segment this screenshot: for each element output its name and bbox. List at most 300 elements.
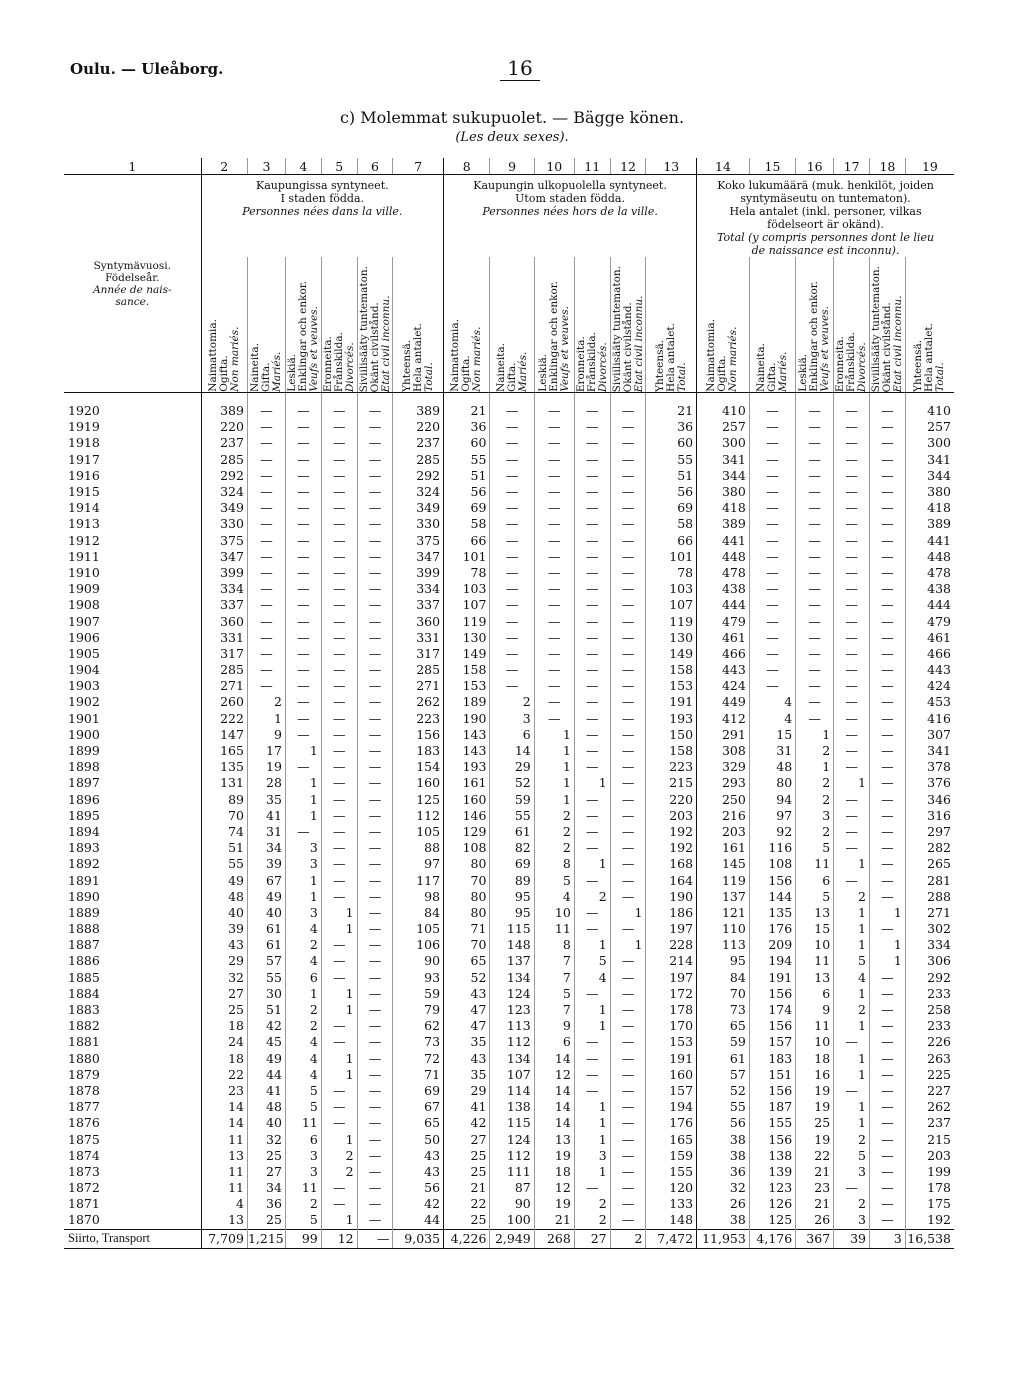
- row-year: 1913: [64, 516, 201, 532]
- table-cell: —: [610, 1067, 646, 1083]
- table-cell: 292: [927, 969, 951, 985]
- column-header-line: Hela antalet.: [923, 323, 936, 392]
- table-cell: 22: [796, 1148, 834, 1164]
- table-cell: —: [321, 403, 357, 419]
- table-cell: 194: [646, 1099, 697, 1115]
- table-cell: 125: [749, 1212, 795, 1229]
- table-cell: —: [490, 581, 534, 597]
- table-cell: —: [247, 565, 285, 581]
- table-cell: 143: [444, 727, 490, 743]
- table-cell: —: [285, 711, 321, 727]
- table-cell: —: [574, 516, 610, 532]
- table-cell: 223: [646, 759, 697, 775]
- table-cell: 5: [285, 1083, 321, 1099]
- table-cell: 466: [927, 645, 951, 661]
- table-cell: —: [574, 549, 610, 565]
- row-year: 1888: [64, 921, 201, 937]
- row-year: 1883: [64, 1002, 201, 1018]
- table-cell: 1: [247, 711, 285, 727]
- table-cell: 10: [796, 937, 834, 953]
- table-cell: —: [321, 727, 357, 743]
- table-cell: 18: [201, 1018, 247, 1034]
- table-cell: 3: [285, 856, 321, 872]
- table-cell: 18: [534, 1164, 574, 1180]
- column-header-line: Enklingar och enkor.: [296, 281, 309, 392]
- table-cell: 19: [796, 1131, 834, 1147]
- table-cell: —: [534, 452, 574, 468]
- table-cell: 35: [247, 792, 285, 808]
- group-city-fi: Kaupungissa syntyneet.: [256, 179, 389, 192]
- table-cell: —: [610, 613, 646, 629]
- table-cell: 72: [393, 1051, 444, 1067]
- table-row: [64, 646, 954, 662]
- table-cell: 337: [201, 597, 247, 613]
- table-cell: 51: [444, 468, 490, 484]
- table-cell: 24: [201, 1034, 247, 1050]
- table-cell: 316: [927, 807, 951, 823]
- table-cell: 38: [697, 1131, 750, 1147]
- table-cell: 197: [646, 970, 697, 986]
- table-cell: 307: [927, 726, 951, 742]
- table-cell: 124: [490, 1131, 534, 1147]
- table-cell: 117: [393, 872, 444, 888]
- table-cell: 1: [834, 986, 870, 1002]
- table-cell: —: [321, 613, 357, 629]
- table-cell: —: [285, 468, 321, 484]
- table-cell: —: [490, 630, 534, 646]
- table-cell: 389: [697, 516, 750, 532]
- table-cell: 60: [444, 435, 490, 451]
- table-cell: 331: [393, 630, 444, 646]
- table-cell: —: [574, 565, 610, 581]
- table-cell: —: [834, 452, 870, 468]
- table-row: [64, 856, 954, 872]
- table-cell: —: [796, 484, 834, 500]
- table-cell: —: [796, 711, 834, 727]
- group-total-sv-2: födelseort är okänd).: [767, 218, 884, 231]
- table-cell: 13: [796, 970, 834, 986]
- spacer-cell: [574, 393, 610, 404]
- table-cell: —: [796, 468, 834, 484]
- table-cell: —: [534, 484, 574, 500]
- row-year: 1910: [64, 565, 201, 581]
- table-cell: —: [321, 452, 357, 468]
- table-cell: —: [610, 468, 646, 484]
- table-cell: —: [357, 856, 393, 872]
- table-cell: —: [534, 581, 574, 597]
- spacer-cell: [201, 393, 247, 404]
- table-cell: 223: [393, 711, 444, 727]
- table-row: [64, 808, 954, 824]
- group-total-fi-2: syntymäseutu on tuntematon).: [740, 192, 911, 205]
- table-cell: —: [796, 435, 834, 451]
- table-cell: 168: [646, 856, 697, 872]
- table-cell: —: [357, 1148, 393, 1164]
- table-cell: —: [574, 872, 610, 888]
- table-cell: 149: [646, 646, 697, 662]
- table-cell: 265: [927, 856, 951, 872]
- table-cell: 131: [201, 775, 247, 791]
- table-cell: 178: [646, 1002, 697, 1018]
- table-cell: —: [834, 435, 870, 451]
- table-cell: 293: [697, 775, 750, 791]
- table-row: [64, 1164, 954, 1180]
- column-header-line: Mariés.: [777, 351, 789, 392]
- row-year: 1887: [64, 937, 201, 953]
- table-row: [64, 1018, 954, 1034]
- column-header: [393, 257, 444, 393]
- table-cell: —: [357, 549, 393, 565]
- table-cell: 55: [490, 808, 534, 824]
- table-cell: 2: [834, 1196, 870, 1212]
- table-cell: 38: [697, 1212, 750, 1229]
- column-header-line: Ogifta.: [716, 355, 729, 392]
- table-cell: —: [285, 646, 321, 662]
- table-cell: —: [834, 613, 870, 629]
- table-cell: 101: [646, 549, 697, 565]
- table-cell: 225: [927, 1066, 951, 1082]
- table-cell: 90: [393, 953, 444, 969]
- table-cell: 19: [534, 1196, 574, 1212]
- table-cell: 32: [247, 1131, 285, 1147]
- table-cell: 324: [393, 484, 444, 500]
- row-year: 1915: [64, 484, 201, 500]
- table-cell: 6: [490, 727, 534, 743]
- table-cell: 156: [749, 1131, 795, 1147]
- table-cell: 190: [646, 889, 697, 905]
- table-cell: 203: [646, 808, 697, 824]
- table-cell: 19: [796, 1083, 834, 1099]
- table-cell: 49: [201, 872, 247, 888]
- table-cell: 93: [393, 970, 444, 986]
- row-year: 1872: [64, 1180, 201, 1196]
- table-cell: —: [870, 759, 906, 775]
- table-row: [64, 775, 954, 791]
- table-cell: —: [534, 419, 574, 435]
- table-cell: —: [796, 662, 834, 678]
- table-cell: 121: [697, 905, 750, 921]
- table-cell: —: [285, 678, 321, 694]
- table-cell: 222: [201, 711, 247, 727]
- table-cell: —: [749, 565, 795, 581]
- spacer-cell: [444, 393, 490, 404]
- table-cell: 2: [321, 1148, 357, 1164]
- table-cell: —: [247, 662, 285, 678]
- table-cell: 1: [834, 1115, 870, 1131]
- table-cell: 38: [697, 1148, 750, 1164]
- table-cell: —: [574, 1067, 610, 1083]
- table-cell: —: [285, 694, 321, 710]
- table-cell: 6: [534, 1034, 574, 1050]
- table-cell: 103: [646, 581, 697, 597]
- table-cell: 134: [490, 1051, 534, 1067]
- table-cell: 43: [393, 1164, 444, 1180]
- row-year: 1902: [64, 694, 201, 710]
- column-header-line: Siviilisääty tuntematon.: [357, 265, 370, 392]
- table-cell: 334: [201, 581, 247, 597]
- column-header: [905, 257, 954, 393]
- table-cell: 119: [646, 613, 697, 629]
- table-cell: 330: [393, 516, 444, 532]
- table-cell: 271: [927, 904, 951, 920]
- column-header-line: Total.: [422, 362, 435, 392]
- table-cell: —: [870, 1018, 906, 1034]
- table-cell: —: [285, 452, 321, 468]
- table-cell: —: [490, 565, 534, 581]
- table-cell: 12: [534, 1067, 574, 1083]
- table-cell: —: [870, 1067, 906, 1083]
- table-cell: —: [321, 792, 357, 808]
- column-header-text: [496, 339, 529, 392]
- table-cell: —: [247, 435, 285, 451]
- column-header-line: Etat civil inconnu.: [891, 295, 904, 392]
- spacer-cell: [646, 393, 697, 404]
- table-cell: 214: [646, 953, 697, 969]
- row-year: 1907: [64, 613, 201, 629]
- table-row: [64, 516, 954, 532]
- table-cell: 334: [393, 581, 444, 597]
- table-cell: —: [285, 597, 321, 613]
- table-cell: —: [534, 630, 574, 646]
- table-cell: —: [357, 419, 393, 435]
- table-cell: —: [870, 986, 906, 1002]
- table-cell: 41: [444, 1099, 490, 1115]
- table-cell: —: [574, 840, 610, 856]
- column-header-text: [756, 339, 789, 392]
- table-cell: —: [834, 468, 870, 484]
- table-cell: —: [357, 694, 393, 710]
- table-cell: 11: [201, 1131, 247, 1147]
- table-cell: —: [321, 630, 357, 646]
- spacer-cell: [796, 393, 834, 404]
- table-cell: 25: [247, 1148, 285, 1164]
- spacer-cell: [697, 393, 750, 404]
- table-cell: —: [574, 759, 610, 775]
- table-cell: 119: [444, 613, 490, 629]
- table-row: [64, 549, 954, 565]
- table-cell: 160: [646, 1067, 697, 1083]
- column-header-line: Eronneita.: [321, 336, 334, 392]
- table-cell: —: [870, 565, 906, 581]
- table-cell: 156: [749, 986, 795, 1002]
- table-cell: 1: [321, 1067, 357, 1083]
- table-cell: 27: [201, 986, 247, 1002]
- table-cell: 192: [927, 1212, 951, 1228]
- row-year: 1898: [64, 759, 201, 775]
- table-cell: 330: [201, 516, 247, 532]
- table-row: [64, 727, 954, 743]
- table-cell: —: [357, 533, 393, 549]
- table-cell: —: [574, 646, 610, 662]
- table-cell: 15: [749, 727, 795, 743]
- table-cell: 8: [534, 937, 574, 953]
- table-cell: —: [796, 597, 834, 613]
- table-cell: —: [870, 1180, 906, 1196]
- spacer-cell: [357, 393, 393, 404]
- table-cell: 51: [247, 1002, 285, 1018]
- table-cell: 2: [321, 1164, 357, 1180]
- table-cell: 1: [574, 1164, 610, 1180]
- table-cell: —: [834, 549, 870, 565]
- row-label-header-fi: Syntymävuosi.: [93, 259, 171, 272]
- table-cell: 42: [393, 1196, 444, 1212]
- table-cell: 7: [534, 1002, 574, 1018]
- table-cell: 165: [201, 743, 247, 759]
- table-cell: 6: [796, 872, 834, 888]
- row-year: 1901: [64, 711, 201, 727]
- spacer-cell: [534, 393, 574, 404]
- spacer-cell: [834, 393, 870, 404]
- table-cell: 36: [444, 419, 490, 435]
- table-cell: 170: [646, 1018, 697, 1034]
- table-row: [64, 597, 954, 613]
- table-cell: 5: [534, 872, 574, 888]
- table-cell: —: [749, 549, 795, 565]
- table-cell: —: [321, 662, 357, 678]
- table-cell: 14: [490, 743, 534, 759]
- table-cell: 227: [927, 1082, 951, 1098]
- table-cell: 438: [697, 581, 750, 597]
- table-cell: —: [357, 759, 393, 775]
- table-cell: 90: [490, 1196, 534, 1212]
- table-cell: —: [574, 419, 610, 435]
- table-cell: 116: [749, 840, 795, 856]
- column-number: 15: [749, 158, 795, 175]
- table-cell: 123: [749, 1180, 795, 1196]
- table-cell: —: [749, 533, 795, 549]
- table-cell: 97: [749, 808, 795, 824]
- table-cell: 203: [697, 824, 750, 840]
- table-cell: 11: [285, 1180, 321, 1196]
- table-cell: 360: [201, 613, 247, 629]
- table-cell: 183: [749, 1051, 795, 1067]
- table-row: [64, 419, 954, 435]
- table-cell: —: [610, 1148, 646, 1164]
- table-cell: 399: [393, 565, 444, 581]
- table-cell: 157: [646, 1083, 697, 1099]
- table-cell: 443: [697, 662, 750, 678]
- table-cell: 3: [285, 840, 321, 856]
- table-row: [64, 905, 954, 921]
- row-label-header-sv: Födelseår.: [105, 271, 160, 284]
- table-cell: —: [834, 792, 870, 808]
- table-cell: —: [610, 856, 646, 872]
- table-cell: —: [247, 646, 285, 662]
- table-cell: —: [357, 986, 393, 1002]
- table-cell: —: [749, 662, 795, 678]
- table-cell: 1: [321, 905, 357, 921]
- table-cell: —: [357, 921, 393, 937]
- table-cell: 149: [444, 646, 490, 662]
- table-cell: —: [749, 678, 795, 694]
- table-cell: —: [534, 500, 574, 516]
- table-cell: 375: [201, 533, 247, 549]
- column-header-text: [323, 328, 356, 392]
- table-cell: 56: [697, 1115, 750, 1131]
- table-cell: —: [610, 1034, 646, 1050]
- sum-row-label: Siirto, Transport: [64, 1229, 201, 1248]
- table-cell: 2: [574, 1196, 610, 1212]
- table-cell: 1: [285, 889, 321, 905]
- column-header-line: Divorcés.: [856, 342, 869, 392]
- table-cell: —: [610, 597, 646, 613]
- table-cell: —: [285, 516, 321, 532]
- table-cell: —: [357, 613, 393, 629]
- table-row: [64, 500, 954, 516]
- column-header-line: Naimattomia.: [705, 319, 718, 392]
- table-cell: 9: [534, 1018, 574, 1034]
- table-cell: 1: [574, 775, 610, 791]
- table-row: [64, 1115, 954, 1131]
- table-cell: 461: [927, 629, 951, 645]
- table-cell: 220: [646, 792, 697, 808]
- table-row: [64, 1034, 954, 1050]
- column-header-line: Hela antalet.: [411, 323, 424, 392]
- table-cell: 151: [749, 1067, 795, 1083]
- table-cell: —: [610, 1180, 646, 1196]
- row-year: 1904: [64, 662, 201, 678]
- table-cell: 302: [927, 921, 951, 937]
- table-cell: 80: [444, 905, 490, 921]
- table-cell: 317: [201, 646, 247, 662]
- table-cell: 84: [697, 970, 750, 986]
- table-cell: —: [834, 597, 870, 613]
- table-cell: —: [357, 646, 393, 662]
- table-cell: —: [834, 808, 870, 824]
- column-number: 3: [247, 158, 285, 175]
- row-year: 1878: [64, 1083, 201, 1099]
- table-cell: —: [870, 516, 906, 532]
- column-header-line: Leskiä.: [285, 354, 298, 392]
- table-cell: 34: [247, 1180, 285, 1196]
- table-cell: 47: [444, 1002, 490, 1018]
- column-header-line: Okänt civilstånd.: [368, 301, 381, 392]
- table-cell: 25: [247, 1212, 285, 1229]
- sum-cell: 2,949: [490, 1229, 534, 1248]
- table-cell: —: [534, 565, 574, 581]
- spacer-cell: [905, 393, 954, 404]
- table-cell: 1: [834, 921, 870, 937]
- table-cell: 48: [201, 889, 247, 905]
- table-cell: 341: [697, 452, 750, 468]
- table-cell: —: [749, 613, 795, 629]
- table-cell: 1: [321, 1212, 357, 1229]
- column-header-line: Naimattomia.: [449, 319, 462, 392]
- table-cell: —: [574, 662, 610, 678]
- table-cell: —: [574, 694, 610, 710]
- table-cell: 29: [490, 759, 534, 775]
- table-cell: 258: [927, 1002, 951, 1018]
- table-cell: 189: [444, 694, 490, 710]
- table-cell: 4: [285, 1034, 321, 1050]
- table-cell: 110: [697, 921, 750, 937]
- page-header-place: Oulu. — Uleåborg.: [70, 60, 224, 78]
- column-header-line: Divorcés.: [596, 342, 609, 392]
- table-cell: —: [610, 775, 646, 791]
- table-cell: —: [796, 403, 834, 419]
- table-cell: —: [610, 419, 646, 435]
- table-cell: —: [796, 581, 834, 597]
- table-cell: —: [749, 484, 795, 500]
- column-number: 9: [490, 158, 534, 175]
- table-cell: —: [870, 419, 906, 435]
- table-cell: 94: [749, 792, 795, 808]
- table-row: [64, 1212, 954, 1229]
- table-cell: 449: [697, 694, 750, 710]
- table-cell: 126: [749, 1196, 795, 1212]
- table-cell: 376: [927, 775, 951, 791]
- table-cell: 191: [749, 970, 795, 986]
